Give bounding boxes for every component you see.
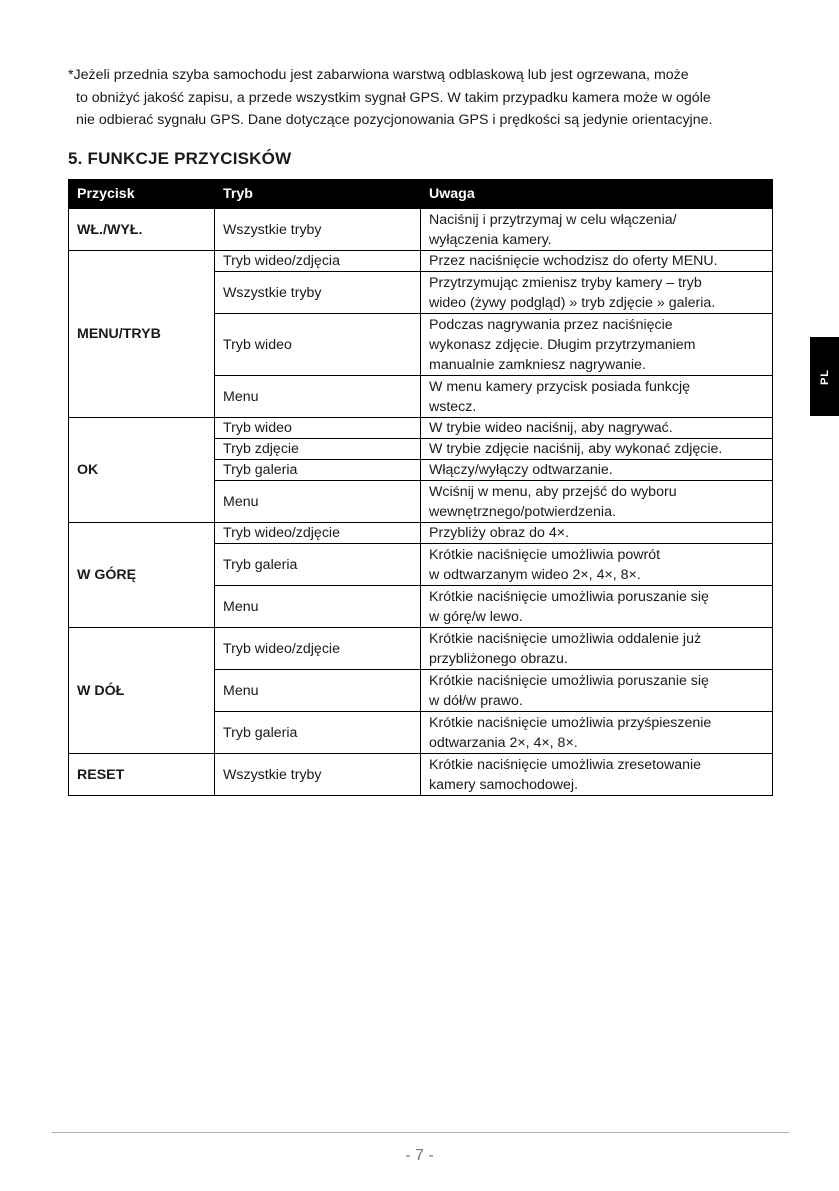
note-line: W trybie zdjęcie naciśnij, aby wykonać zdjęcie. xyxy=(429,441,723,457)
table-row xyxy=(69,628,773,670)
note-cell xyxy=(421,754,773,796)
note-cell xyxy=(421,209,773,251)
note-line: przybliżonego obrazu. xyxy=(429,650,568,667)
note-line: W menu kamery przycisk posiada funkcję xyxy=(429,378,690,395)
button-name-cell: RESET xyxy=(69,754,215,796)
note-line: kamery samochodowej. xyxy=(429,776,579,793)
mode-cell: Menu xyxy=(215,586,421,628)
note-line: W trybie wideo naciśnij, aby nagrywać. xyxy=(429,420,673,436)
note-cell xyxy=(421,272,773,314)
note-line: Wciśnij w menu, aby przejść do wyboru xyxy=(429,483,677,500)
note-cell xyxy=(421,251,773,272)
mode-cell: Tryb galeria xyxy=(215,544,421,586)
note-cell xyxy=(421,628,773,670)
note-line: wideo (żywy podgląd) » tryb zdjęcie » galeria. xyxy=(429,294,716,311)
note-line: odtwarzania 2×, 4×, 8×. xyxy=(429,734,578,751)
note-line: Włączy/wyłączy odtwarzanie. xyxy=(429,462,613,478)
note-line: w górę/w lewo. xyxy=(429,608,523,625)
note-line: Krótkie naciśnięcie umożliwia poruszanie się xyxy=(429,588,709,605)
note-line: Krótkie naciśnięcie umożliwia poruszanie się xyxy=(429,672,709,689)
mode-cell: Tryb galeria xyxy=(215,712,421,754)
mode-cell: Menu xyxy=(215,670,421,712)
header-button: Przycisk xyxy=(69,180,215,209)
mode-cell: Tryb galeria xyxy=(215,460,421,481)
note-cell xyxy=(421,314,773,376)
mode-cell: Tryb wideo xyxy=(215,418,421,439)
mode-cell: Wszystkie tryby xyxy=(215,272,421,314)
table-row xyxy=(69,418,773,439)
note-line: w odtwarzanym wideo 2×, 4×, 8×. xyxy=(429,566,641,583)
mode-cell: Menu xyxy=(215,376,421,418)
mode-cell: Tryb wideo xyxy=(215,314,421,376)
table-row xyxy=(69,251,773,272)
note-cell xyxy=(421,712,773,754)
note-cell xyxy=(421,523,773,544)
section-title: 5. FUNKCJE PRZYCISKÓW xyxy=(68,149,292,168)
note-cell xyxy=(421,460,773,481)
note-line: wykonasz zdjęcie. Długim przytrzymaniem xyxy=(429,336,696,353)
button-name-cell: W DÓŁ xyxy=(69,628,215,754)
mode-cell: Tryb wideo/zdjęcia xyxy=(215,251,421,272)
language-tab xyxy=(810,337,839,416)
note-line: Podczas nagrywania przez naciśnięcie xyxy=(429,316,673,333)
mode-cell: Tryb wideo/zdjęcie xyxy=(215,628,421,670)
gps-note-line: to obniżyć jakość zapisu, a przede wszystkim sygnał GPS. W takim przypadku kamera może w ogóle xyxy=(76,89,711,106)
note-line: Krótkie naciśnięcie umożliwia zresetowanie xyxy=(429,756,702,773)
note-cell xyxy=(421,544,773,586)
language-tab-label: PL xyxy=(818,368,831,385)
note-line: wewnętrznego/potwierdzenia. xyxy=(429,503,616,520)
note-line: manualnie zamkniesz nagrywanie. xyxy=(429,356,646,373)
header-mode: Tryb xyxy=(215,180,421,209)
note-line: Przytrzymując zmienisz tryby kamery – tryb xyxy=(429,274,702,291)
gps-note-line: *Jeżeli przednia szyba samochodu jest zabarwiona warstwą odblaskową lub jest ogrzewana, może xyxy=(68,67,689,83)
note-line: Krótkie naciśnięcie umożliwia oddalenie już xyxy=(429,630,702,647)
table-row xyxy=(69,523,773,544)
gps-note xyxy=(68,64,773,132)
header-note: Uwaga xyxy=(421,180,773,209)
note-cell xyxy=(421,481,773,523)
table-header-row xyxy=(69,180,773,209)
note-line: wstecz. xyxy=(429,398,477,415)
note-line: Krótkie naciśnięcie umożliwia powrót xyxy=(429,546,661,563)
note-line: Przez naciśnięcie wchodzisz do oferty MENU. xyxy=(429,253,718,269)
note-line: Krótkie naciśnięcie umożliwia przyśpieszenie xyxy=(429,714,712,731)
note-cell xyxy=(421,376,773,418)
note-cell xyxy=(421,418,773,439)
button-name-cell: W GÓRĘ xyxy=(69,523,215,628)
mode-cell: Tryb wideo/zdjęcie xyxy=(215,523,421,544)
note-cell xyxy=(421,670,773,712)
note-cell xyxy=(421,439,773,460)
note-line: wyłączenia kamery. xyxy=(429,231,552,248)
page-number: - 7 - xyxy=(405,1147,434,1164)
table-row xyxy=(69,754,773,796)
note-cell xyxy=(421,586,773,628)
note-line: Naciśnij i przytrzymaj w celu włączenia/ xyxy=(429,211,677,228)
note-line: w dół/w prawo. xyxy=(429,692,523,709)
mode-cell: Menu xyxy=(215,481,421,523)
mode-cell: Tryb zdjęcie xyxy=(215,439,421,460)
button-name-cell: OK xyxy=(69,418,215,523)
button-name-cell: WŁ./WYŁ. xyxy=(69,209,215,251)
note-line: Przybliży obraz do 4×. xyxy=(429,525,569,541)
button-name-cell: MENU/TRYB xyxy=(69,251,215,418)
mode-cell: Wszystkie tryby xyxy=(215,209,421,251)
table-row xyxy=(69,209,773,251)
table-body xyxy=(69,209,773,796)
mode-cell: Wszystkie tryby xyxy=(215,754,421,796)
button-functions-table xyxy=(68,179,773,796)
gps-note-line: nie odbierać sygnału GPS. Dane dotyczące pozycjonowania GPS i prędkości są jedynie orientacyjne. xyxy=(76,112,713,128)
footer-divider xyxy=(52,1132,789,1133)
